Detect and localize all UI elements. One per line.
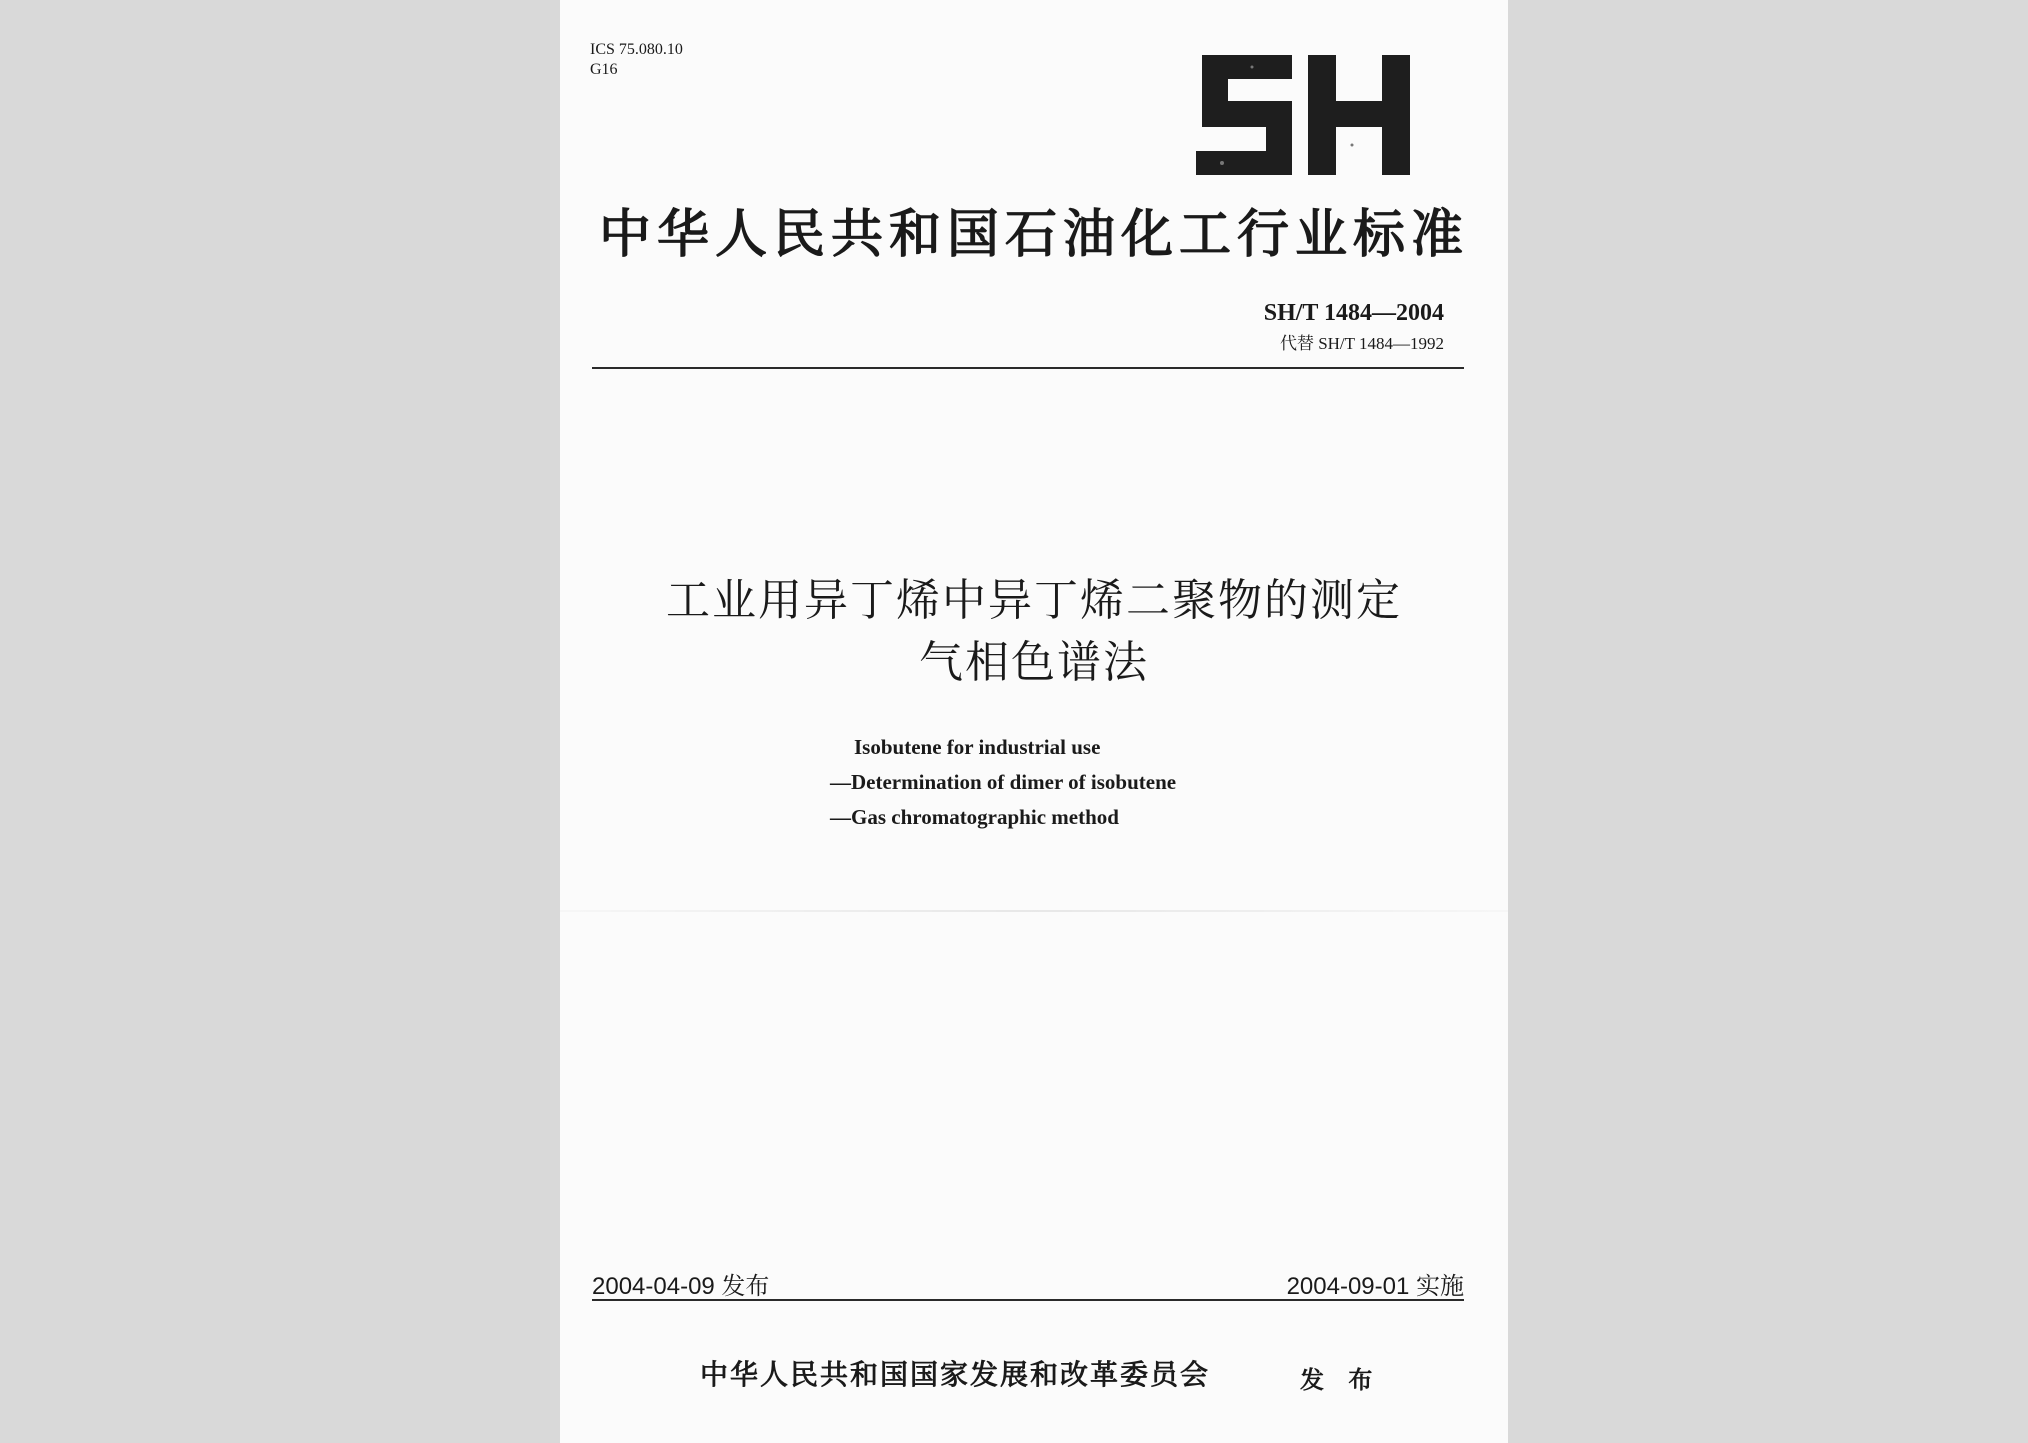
publisher-name: 中华人民共和国国家发展和改革委员会: [700, 1358, 1211, 1391]
issuing-authority-title: 中华人民共和国石油化工行业标准: [598, 205, 1469, 265]
publish-label: 发 布: [1300, 1366, 1381, 1394]
sh-logo-h: [1308, 55, 1410, 175]
footer-rule: [592, 1299, 1464, 1301]
english-title-line2: —Determination of dimer of isobutene: [830, 770, 1177, 794]
english-title: [830, 730, 1176, 835]
sh-logo-s: [1196, 55, 1292, 175]
scan-fold-line: [560, 910, 1508, 912]
chinese-title-line2: 气相色谱法: [919, 637, 1149, 688]
classification-codes: [590, 40, 683, 80]
standard-number: SH/T 1484—2004: [1263, 300, 1444, 326]
implementation-date: 2004-09-01 实施: [1286, 1273, 1464, 1300]
ccs-code: G16: [590, 61, 618, 78]
standard-cover-page: [560, 0, 1508, 1443]
ics-code: ICS 75.080.10: [590, 41, 683, 58]
chinese-title: [560, 570, 1508, 694]
sh-logo: [1192, 55, 1410, 175]
chinese-title-line1: 工业用异丁烯中异丁烯二聚物的测定: [666, 575, 1402, 626]
english-title-line1: Isobutene for industrial use: [854, 735, 1101, 759]
standard-number-block: [1264, 300, 1444, 354]
english-title-line3: —Gas chromatographic method: [830, 805, 1119, 829]
issue-date: 2004-04-09 发布: [592, 1273, 770, 1300]
replaces-standard: 代替 SH/T 1484—1992: [1279, 334, 1444, 353]
header-rule: [592, 367, 1464, 369]
